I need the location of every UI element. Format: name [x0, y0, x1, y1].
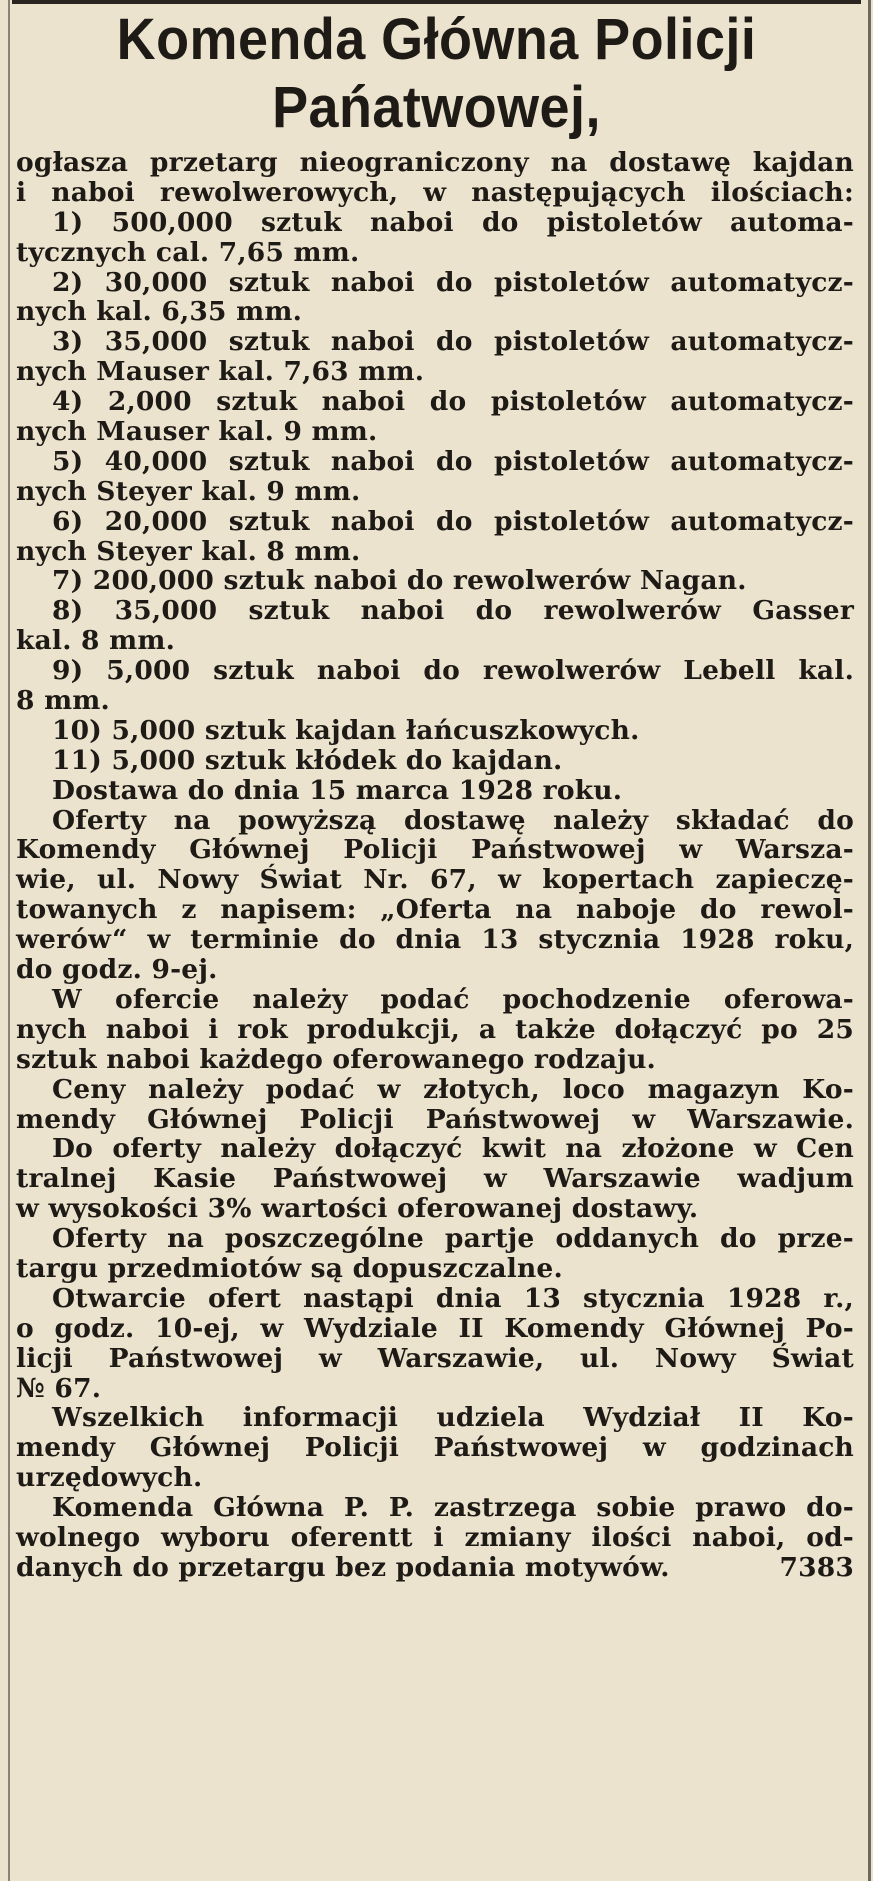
text-line: nych Steyer kal. 8 mm.	[16, 535, 361, 567]
text-line: mendy Głównej Policji Państwowej w godzinach	[16, 1432, 854, 1464]
text-line: 6) 20,000 sztuk naboi do pistoletów automatycz-	[52, 505, 854, 537]
text-line: 11) 5,000 sztuk kłódek do kajdan.	[52, 744, 563, 776]
text-line: W ofercie należy podać pochodzenie oferowa-	[52, 983, 854, 1015]
text-line: wie, ul. Nowy Świat Nr. 67, w kopertach zapieczę-	[16, 864, 854, 896]
text-line: Komendy Głównej Policji Państwowej w Warsza-	[16, 834, 854, 866]
text-line: 5) 40,000 sztuk naboi do pistoletów automatycz-	[52, 445, 854, 477]
text-line: licji Państwowej w Warszawie, ul. Nowy Świat	[16, 1342, 854, 1374]
text-line: Komenda Główna P. P. zastrzega sobie prawo do-	[52, 1492, 854, 1524]
ad-code: 7383	[779, 1551, 854, 1583]
text-line: wolnego wyboru oferentt i zmiany ilości naboi, od-	[16, 1521, 854, 1553]
text-line: nych Steyer kal. 9 mm.	[16, 475, 361, 507]
text-line: Oferty na powyższą dostawę należy składać do	[52, 804, 854, 836]
left-column-rule	[8, 0, 10, 1881]
right-column-rule	[868, 0, 871, 1881]
text-line: 2) 30,000 sztuk naboi do pistoletów automatycz-	[52, 266, 854, 298]
text-line: nych kal. 6,35 mm.	[16, 296, 303, 328]
text-line: 3) 35,000 sztuk naboi do pistoletów automatycz-	[52, 326, 854, 358]
text-line: Oferty na poszczególne partje oddanych do prze-	[52, 1223, 854, 1255]
text-line: mendy Głównej Policji Państwowej w Warszawie.	[16, 1103, 854, 1135]
text-line: 8 mm.	[16, 685, 110, 717]
text-line: tycznych cal. 7,65 mm.	[16, 236, 360, 268]
text-line: do godz. 9-ej.	[16, 954, 218, 986]
text-line: Wszelkich informacji udziela Wydział II Ko-	[52, 1402, 854, 1434]
text-line: 4) 2,000 sztuk naboi do pistoletów automatycz-	[52, 386, 854, 418]
text-line: Ceny należy podać w złotych, loco magazyn Ko-	[52, 1073, 854, 1105]
text-line: tralnej Kasie Państwowej w Warszawie wadjum	[16, 1163, 854, 1195]
text-line: i naboi rewolwerowych, w następujących ilościach:	[16, 176, 854, 208]
text-line: targu przedmiotów są dopuszczalne.	[16, 1252, 563, 1284]
text-line: 10) 5,000 sztuk kajdan łańcuszkowych.	[52, 714, 640, 746]
text-line: nych Mauser kal. 9 mm.	[16, 416, 378, 448]
headline-line-2: Pańatwowej,	[272, 75, 601, 140]
text-line: o godz. 10-ej, w Wydziale II Komendy Głównej Po-	[16, 1312, 854, 1344]
text-line: urzędowych.	[16, 1462, 203, 1494]
text-line: № 67.	[16, 1372, 102, 1404]
text-line: 7) 200,000 sztuk naboi do rewolwerów Nagan.	[52, 565, 747, 597]
text-line: sztuk naboi każdego oferowanego rodzaju.	[16, 1043, 656, 1075]
closing-line	[16, 1553, 854, 1583]
headline-line-1: Komenda Główna Policji	[116, 7, 757, 72]
text-line: nych Mauser kal. 7,63 mm.	[16, 356, 425, 388]
top-rule	[12, 0, 861, 4]
text-line: w wysokości 3% wartości oferowanej dostawy.	[16, 1193, 699, 1225]
announcement-body	[16, 148, 854, 1583]
text-line: 1) 500,000 sztuk naboi do pistoletów automa-	[52, 206, 854, 238]
text-line: Otwarcie ofert nastąpi dnia 13 stycznia 1928 r.,	[52, 1282, 854, 1314]
text-line: kal. 8 mm.	[16, 625, 176, 657]
text-line: ogłasza przetarg nieograniczony na dostawę kajdan	[16, 147, 854, 178]
closing-text: danych do przetargu bez podania motywów.	[16, 1551, 670, 1583]
text-line: werów“ w terminie do dnia 13 stycznia 1928 roku,	[16, 924, 854, 956]
text-line: 9) 5,000 sztuk naboi do rewolwerów Lebell kal.	[52, 655, 854, 687]
text-line: nych naboi i rok produkcji, a także dołączyć po 25	[16, 1013, 854, 1045]
text-line: 8) 35,000 sztuk naboi do rewolwerów Gasser	[52, 595, 854, 627]
text-line: Dostawa do dnia 15 marca 1928 roku.	[52, 774, 623, 806]
text-line: towanych z napisem: „Oferta na naboje do rewol-	[16, 894, 854, 926]
text-line: Do oferty należy dołączyć kwit na złożone w Cen	[52, 1133, 854, 1165]
